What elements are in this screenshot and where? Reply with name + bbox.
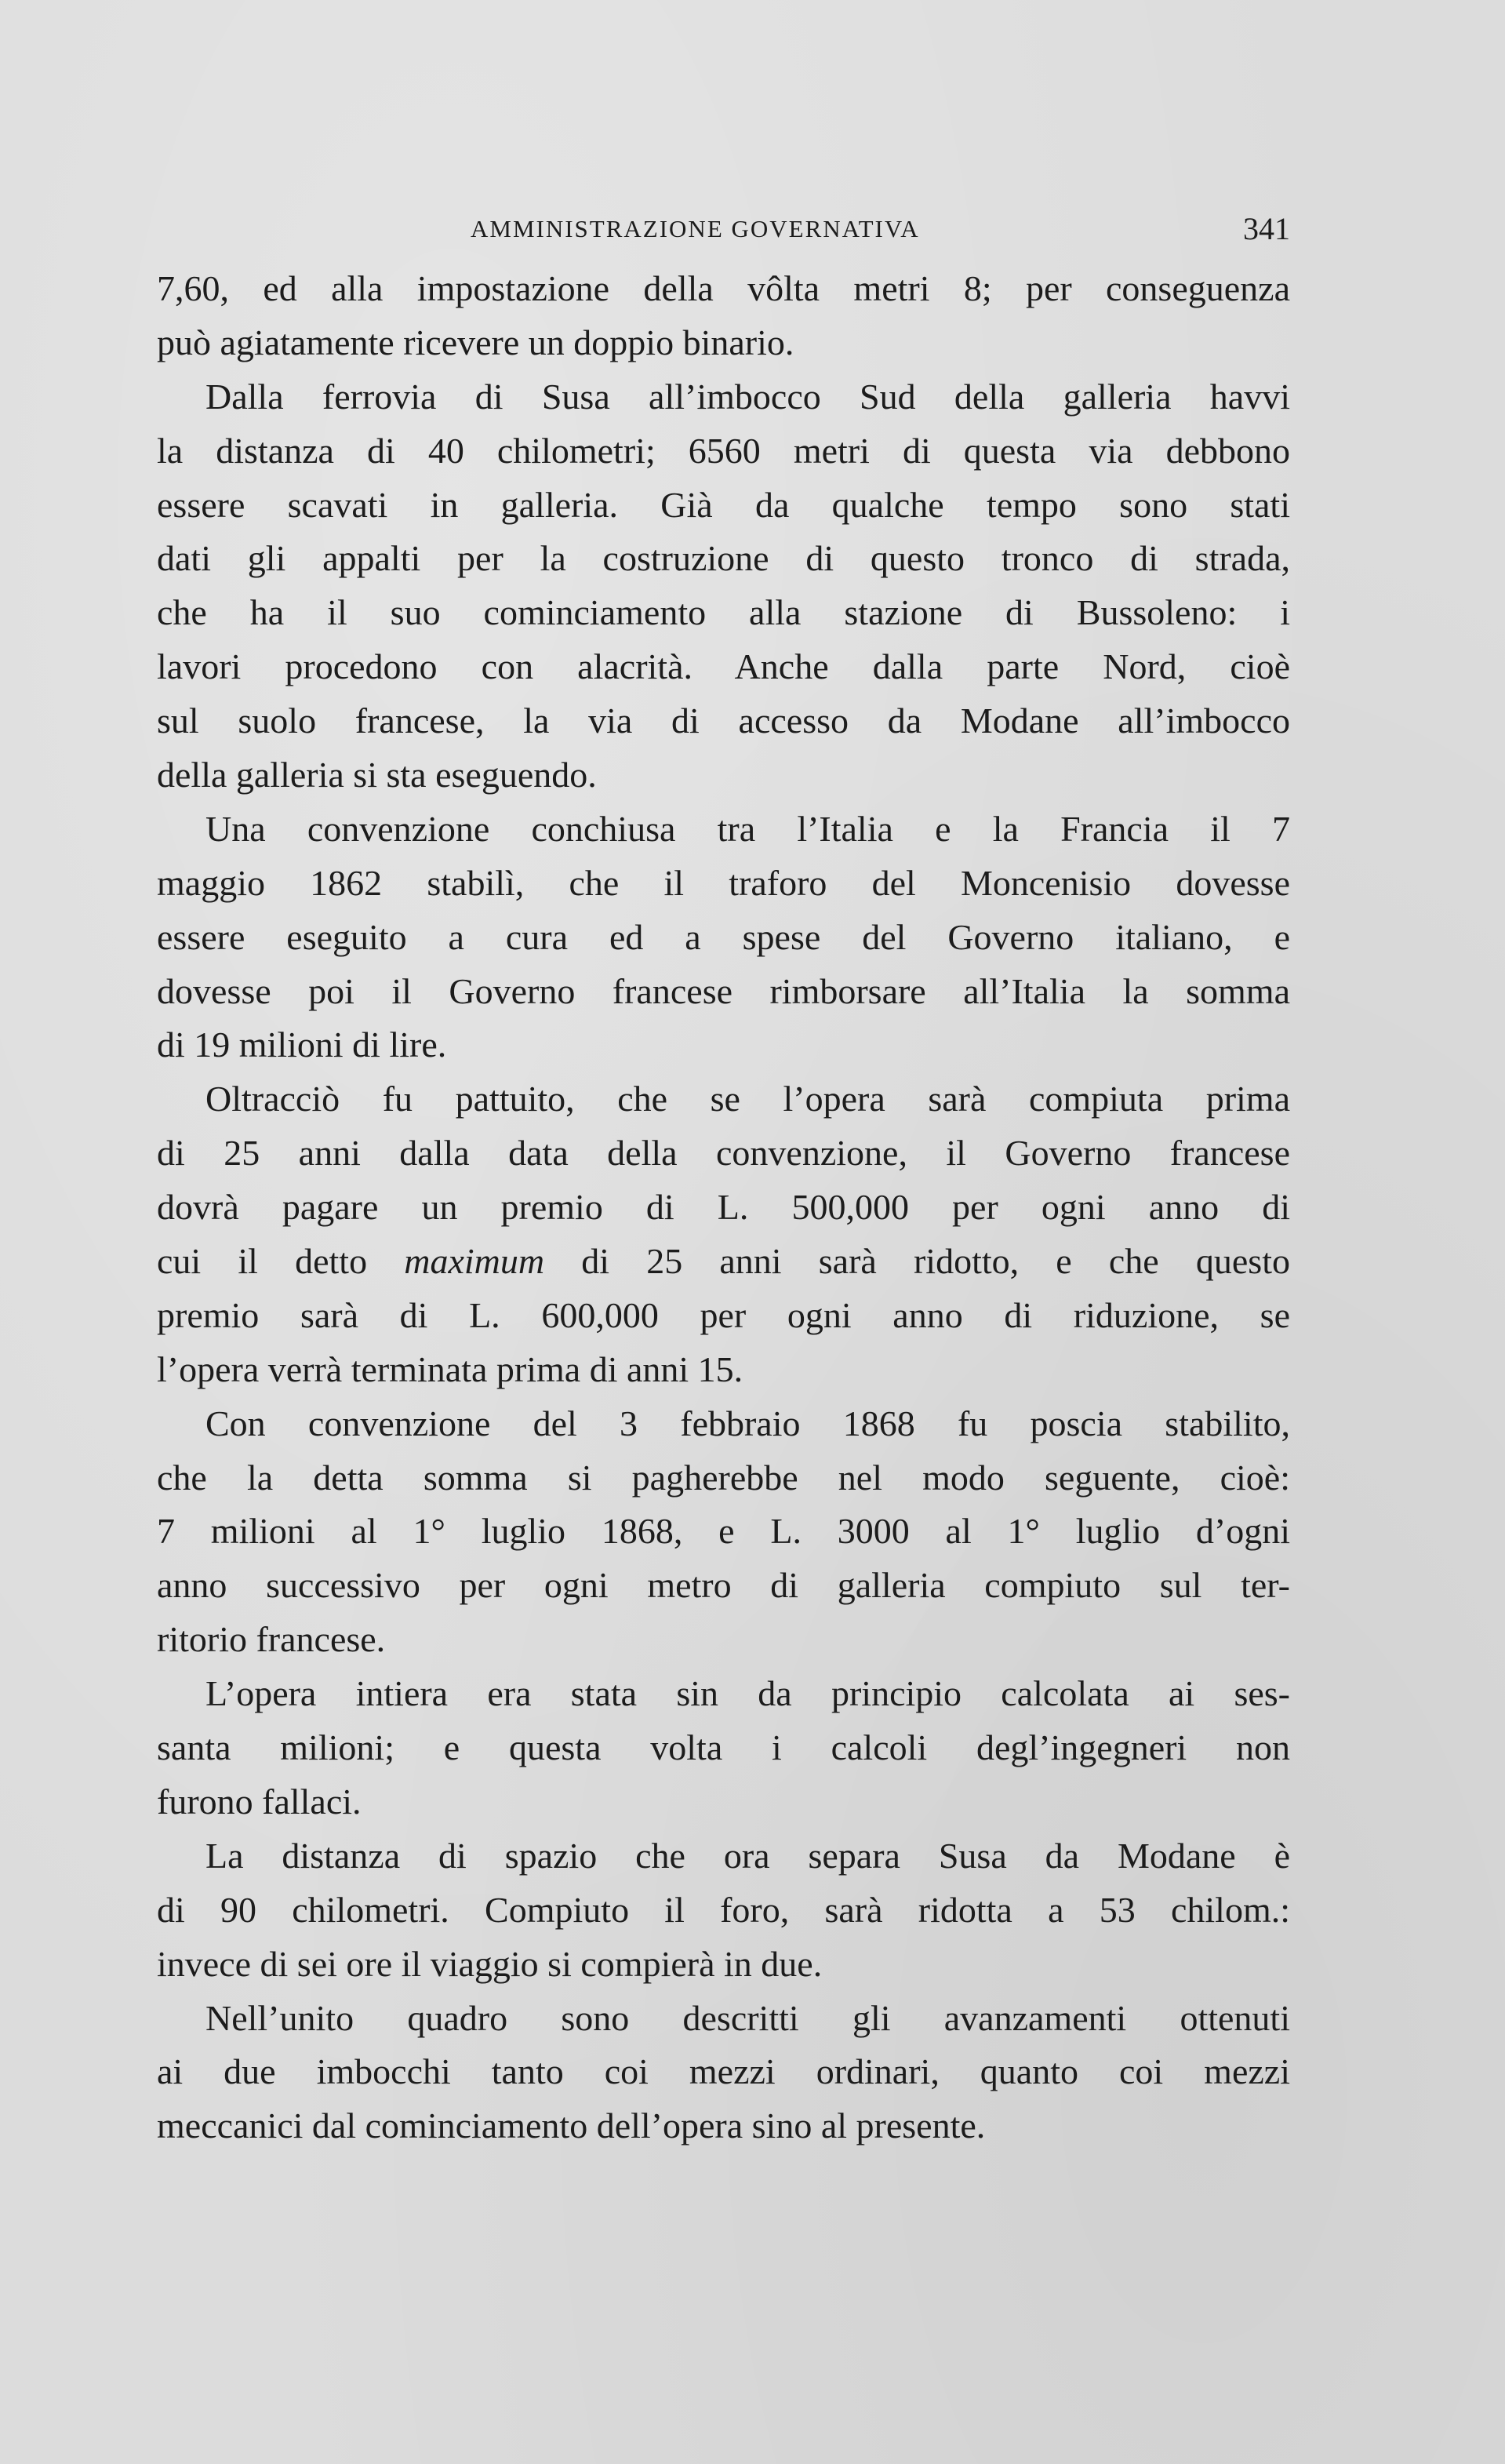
- text-fragment: di 25 anni sarà ridotto, e che questo: [544, 1241, 1290, 1282]
- text-line: essere scavati in galleria. Già da qualche tempo sono stati: [157, 484, 1290, 525]
- text-line: può agiatamente ricevere un doppio binario.: [157, 322, 794, 362]
- text-line: dovesse poi il Governo francese rimborsare all’Italia la somma: [157, 970, 1290, 1011]
- text-line: dovrà pagare un premio di L. 500,000 per ogni anno di: [157, 1187, 1290, 1228]
- text-line: essere eseguito a cura ed a spese del Governo italiano, e: [157, 916, 1290, 957]
- text-line: invece di sei ore il viaggio si compierà in due.: [157, 1943, 823, 1984]
- text-line: ai due imbocchi tanto coi mezzi ordinari, quanto coi mezzi: [157, 2051, 1290, 2092]
- text-line: di 25 anni dalla data della convenzione, il Governo francese: [157, 1133, 1290, 1174]
- text-line: lavori procedono con alacrità. Anche dalla parte Nord, cioè: [157, 646, 1290, 687]
- text-line: di 19 milioni di lire.: [157, 1025, 447, 1065]
- text-line: Nell’unito quadro sono descritti gli avanzamenti ottenuti: [205, 1997, 1290, 2038]
- page-number: 341: [1243, 211, 1290, 246]
- text-line: della galleria si sta eseguendo.: [157, 755, 597, 795]
- body-text: [157, 262, 1290, 2153]
- text-line: Una convenzione conchiusa tra l’Italia e la Francia il 7: [205, 808, 1290, 849]
- text-line: L’opera intiera era stata sin da principio calcolata ai ses-: [205, 1673, 1290, 1714]
- text-line: 7 milioni al 1° luglio 1868, e L. 3000 al 1° luglio d’ogni: [157, 1511, 1290, 1552]
- text-line: 7,60, ed alla impostazione della vôlta metri 8; per conseguenza: [157, 268, 1290, 308]
- text-line: santa milioni; e questa volta i calcoli degl’ingegneri non: [157, 1727, 1290, 1768]
- page-header: [157, 206, 1290, 253]
- text-line: ritorio francese.: [157, 1619, 386, 1660]
- text-line: Dalla ferrovia di Susa all’imbocco Sud della galleria havvi: [205, 376, 1290, 417]
- text-line: furono fallaci.: [157, 1781, 362, 1822]
- text-line: La distanza di spazio che ora separa Susa da Modane è: [205, 1835, 1290, 1876]
- text-line: maggio 1862 stabilì, che il traforo del Moncenisio dovesse: [157, 862, 1290, 903]
- text-line: Con convenzione del 3 febbraio 1868 fu poscia stabilito,: [205, 1403, 1290, 1443]
- text-line: premio sarà di L. 600,000 per ogni anno di riduzione, se: [157, 1294, 1290, 1335]
- text-line: sul suolo francese, la via di accesso da Modane all’imbocco: [157, 701, 1290, 741]
- text-line: di 90 chilometri. Compiuto il foro, sarà ridotta a 53 chilom.:: [157, 1889, 1290, 1930]
- text-line: l’opera verrà terminata prima di anni 15.: [157, 1348, 743, 1389]
- text-line: [157, 1235, 1290, 1289]
- text-line: anno successivo per ogni metro di galleria compiuto sul ter-: [157, 1565, 1290, 1606]
- text-line: meccanici dal cominciamento dell’opera sino al presente.: [157, 2106, 986, 2146]
- text-fragment: cui il detto: [157, 1241, 405, 1282]
- italic-term: maximum: [404, 1241, 545, 1282]
- text-line: la distanza di 40 chilometri; 6560 metri di questa via debbono: [157, 430, 1290, 471]
- text-line: che ha il suo cominciamento alla stazione di Bussoleno: i: [157, 592, 1290, 633]
- text-line: dati gli appalti per la costruzione di questo tronco di strada,: [157, 538, 1290, 579]
- text-line: che la detta somma si pagherebbe nel modo seguente, cioè:: [157, 1457, 1290, 1498]
- text-line: Oltracciò fu pattuito, che se l’opera sarà compiuta prima: [205, 1079, 1290, 1119]
- running-head: AMMINISTRAZIONE GOVERNATIVA: [471, 215, 920, 242]
